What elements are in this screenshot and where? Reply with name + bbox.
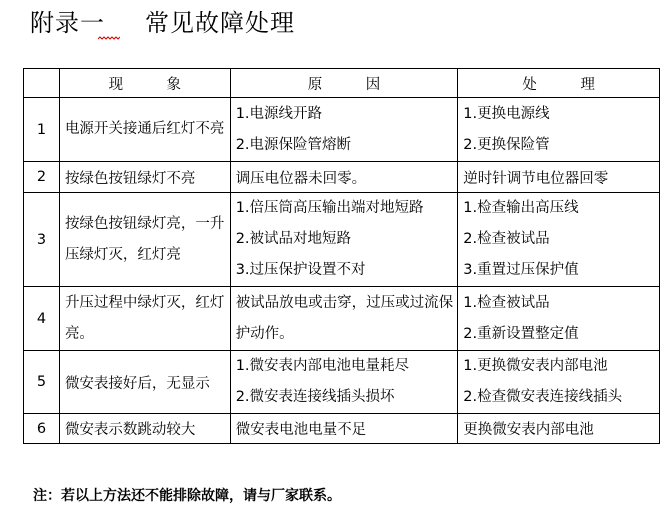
cause-line: 2.微安表连接线插头损坏 bbox=[235, 389, 395, 405]
cause-cell: 调压电位器未回零。 bbox=[230, 162, 458, 193]
troubleshooting-table bbox=[23, 68, 660, 444]
action-line: 1.检查被试品 bbox=[463, 294, 550, 311]
title-part2: 常见故障处理 bbox=[145, 9, 295, 37]
page-title bbox=[30, 6, 295, 40]
cause-line: 1.微安表内部电池电量耗尽 bbox=[235, 358, 410, 374]
table-header-row bbox=[24, 69, 660, 98]
cause-line: 2.被试品对地短路 bbox=[235, 231, 352, 247]
phenomenon-cell: 微安表接好后，无显示 bbox=[59, 351, 230, 414]
phenomenon-cell: 升压过程中绿灯灭，红灯亮。 bbox=[59, 287, 230, 351]
phenomenon-cell: 按绿色按钮绿灯亮，一升压绿灯灭，红灯亮 bbox=[59, 193, 230, 287]
table-row bbox=[24, 98, 660, 162]
action-cell: 更换微安表内部电池 bbox=[458, 414, 660, 444]
spellcheck-underline bbox=[98, 36, 120, 40]
row-number: 6 bbox=[24, 414, 60, 444]
action-cell: 逆时针调节电位器回零 bbox=[458, 162, 660, 193]
table-row bbox=[24, 162, 660, 193]
phenomenon-cell: 微安表示数跳动较大 bbox=[59, 414, 230, 444]
header-cause: 原 因 bbox=[230, 69, 458, 98]
action-cell bbox=[458, 193, 660, 287]
table-row bbox=[24, 287, 660, 351]
title-part1: 附录一 bbox=[30, 9, 105, 37]
header-num bbox=[24, 69, 60, 98]
action-line: 2.更换保险管 bbox=[463, 136, 550, 153]
cause-line: 3.过压保护设置不对 bbox=[235, 262, 366, 278]
action-line: 2.重新设置整定值 bbox=[463, 325, 579, 342]
cause-cell bbox=[230, 98, 458, 162]
cause-cell bbox=[230, 351, 458, 414]
action-cell bbox=[458, 287, 660, 351]
row-number: 4 bbox=[24, 287, 60, 351]
table-row bbox=[24, 414, 660, 444]
action-line: 1.检查输出高压线 bbox=[463, 200, 579, 216]
header-phenomenon: 现 象 bbox=[59, 69, 230, 98]
action-line: 1.更换微安表内部电池 bbox=[463, 358, 608, 374]
phenomenon-cell: 电源开关接通后红灯不亮 bbox=[59, 98, 230, 162]
action-cell bbox=[458, 351, 660, 414]
cause-cell: 微安表电池电量不足 bbox=[230, 414, 458, 444]
cause-cell bbox=[230, 193, 458, 287]
cause-line: 1.倍压筒高压输出端对地短路 bbox=[235, 200, 424, 216]
row-number: 5 bbox=[24, 351, 60, 414]
action-line: 2.检查微安表连接线插头 bbox=[463, 389, 623, 405]
cause-line: 2.电源保险管熔断 bbox=[235, 136, 352, 153]
cause-cell: 被试品放电或击穿，过压或过流保护动作。 bbox=[230, 287, 458, 351]
action-line: 1.更换电源线 bbox=[463, 105, 550, 122]
action-line: 2.检查被试品 bbox=[463, 231, 550, 247]
row-number: 1 bbox=[24, 98, 60, 162]
header-action: 处 理 bbox=[458, 69, 660, 98]
footer-note: 注：若以上方法还不能排除故障，请与厂家联系。 bbox=[33, 488, 341, 504]
row-number: 2 bbox=[24, 162, 60, 193]
table-row bbox=[24, 351, 660, 414]
phenomenon-cell: 按绿色按钮绿灯不亮 bbox=[59, 162, 230, 193]
action-line: 3.重置过压保护值 bbox=[463, 262, 579, 278]
table-row bbox=[24, 193, 660, 287]
action-cell bbox=[458, 98, 660, 162]
cause-line: 1.电源线开路 bbox=[235, 105, 323, 122]
row-number: 3 bbox=[24, 193, 60, 287]
